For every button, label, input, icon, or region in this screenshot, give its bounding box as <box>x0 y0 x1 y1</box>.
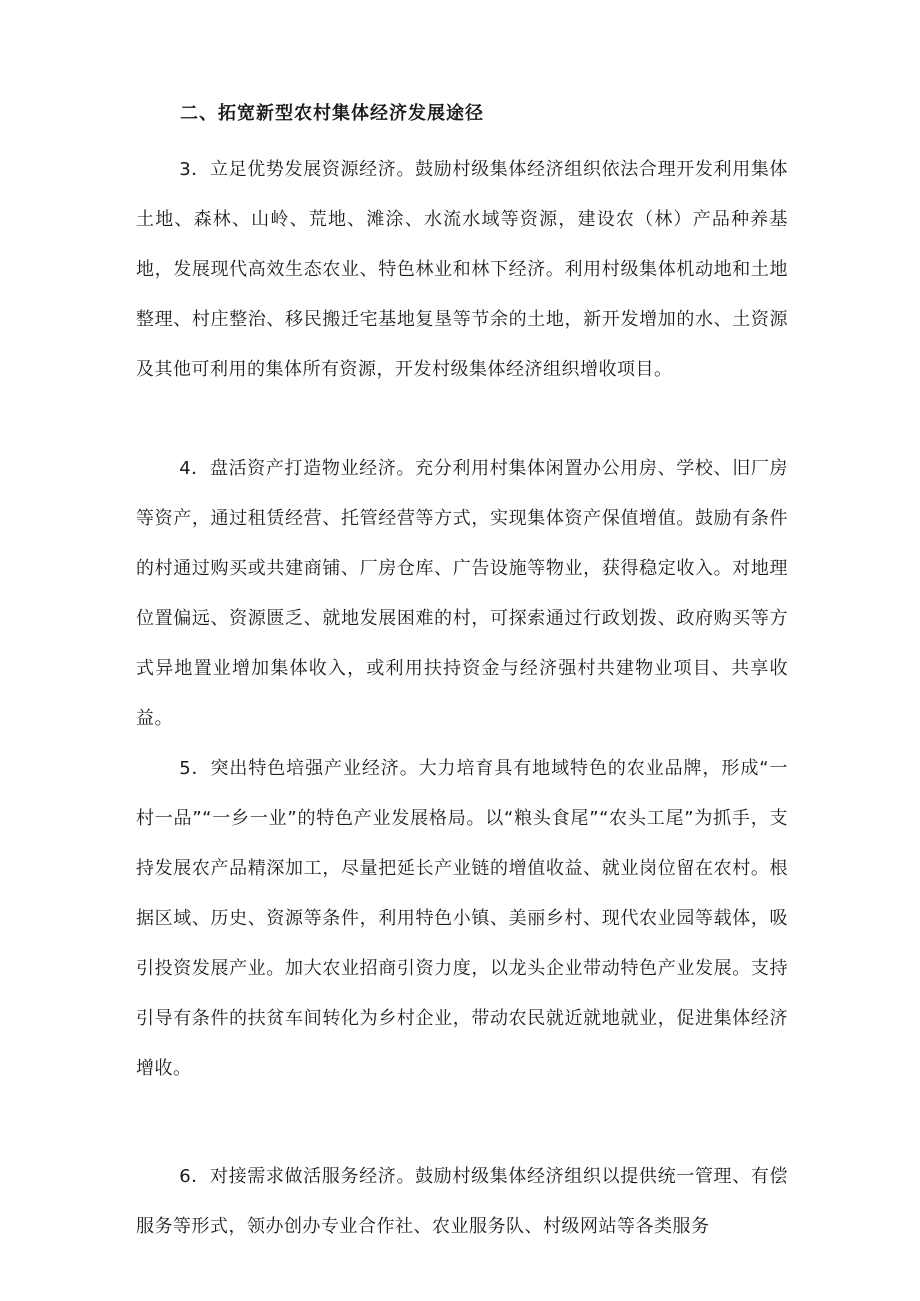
paragraph-industry-economy: 5．突出特色培强产业经济。大力培育具有地域特色的农业品牌，形成“一村一品”“一乡一业”的特色产业发展格局。以“粮头食尾”“农头工尾”为抓手，支持发展农产品精深加工，尽量把延长产业链的增值收益、就业岗位留在农村。根据区域、历史、资源等条件，利用特色小镇、美丽乡村、现代农业园等载体，吸引投资发展产业。加大农业招商引资力度，以龙头企业带动特色产业发展。支持引导有条件的扶贫车间转化为乡村企业，带动农民就近就地就业，促进集体经济增收。 <box>136 758 788 1079</box>
paragraph-property-economy: 4．盘活资产打造物业经济。充分利用村集体闲置办公用房、学校、旧厂房等资产，通过租赁经营、托管经营等方式，实现集体资产保值增值。鼓励有条件的村通过购买或共建商铺、厂房仓库、广告设施等物业，获得稳定收入。对地理位置偏远、资源匮乏、就地发展困难的村，可探索通过行政划拨、政府购买等方式异地置业增加集体收入，或利用扶持资金与经济强村共建物业项目、共享收益。 <box>136 458 788 729</box>
paragraph-resource-economy: 3．立足优势发展资源经济。鼓励村级集体经济组织依法合理开发利用集体土地、森林、山岭、荒地、滩涂、水流水域等资源，建设农（林）产品种养基地，发展现代高效生态农业、特色林业和林下经济。利用村级集体机动地和土地整理、村庄整治、移民搬迁宅基地复垦等节余的土地，新开发增加的水、土资源及其他可利用的集体所有资源，开发村级集体经济组织增收项目。 <box>136 159 788 380</box>
paragraph-service-economy: 6．对接需求做活服务经济。鼓励村级集体经济组织以提供统一管理、有偿服务等形式，领办创办专业合作社、农业服务队、村级网站等各类服务 <box>136 1166 788 1237</box>
section-title: 二、拓宽新型农村集体经济发展途径 <box>180 103 484 124</box>
